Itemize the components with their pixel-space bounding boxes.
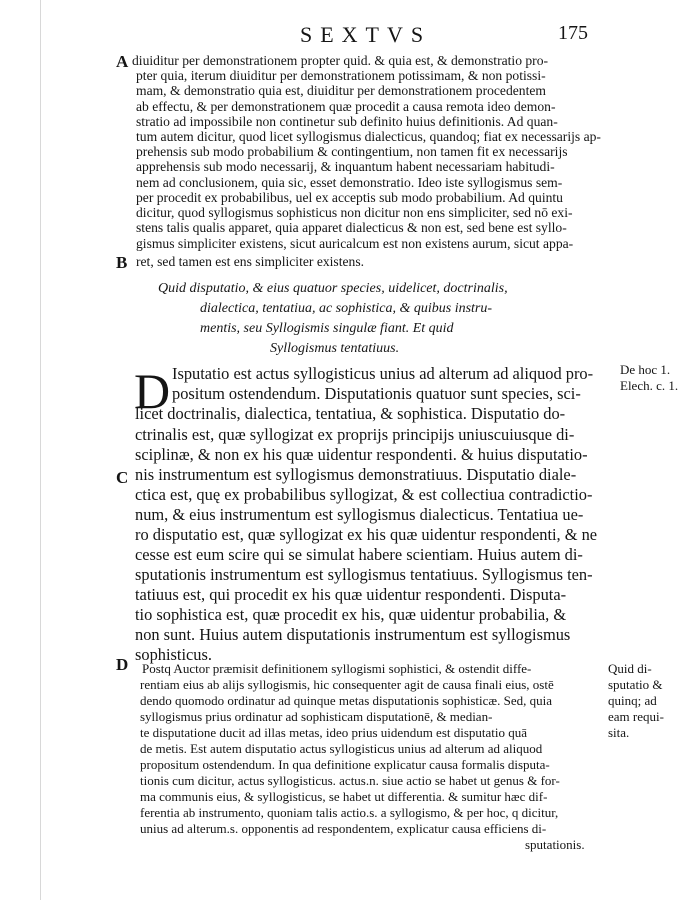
text-line: Isputatio est actus syllogisticus unius ad alterum ad aliquod pro- (172, 364, 594, 383)
text-line: ctica est, quę ex probabilibus syllogizat, & est collectiua contradictio- (135, 485, 593, 504)
margin-letter-a: A (116, 52, 129, 71)
margin-letter-b: B (116, 253, 128, 272)
running-title: SEXTVS (300, 22, 432, 47)
text-line: positum ostendendum. Disputationis quatuor sunt species, sci- (172, 384, 581, 403)
text-line: pter quia, iterum diuiditur per demonstrationem potissimam, & non potissi- (136, 68, 546, 83)
side-note-line: Quid di- (608, 661, 652, 676)
text-line: rentiam eius ab alijs syllogismis, hic consequenter agit de causa finali eius, ostē (140, 677, 554, 692)
text-line: dicitur, quod syllogismus sophisticus non dicitur non ens simpliciter, sed nō exi- (136, 205, 573, 220)
text-line: non sunt. Huius autem disputationis instrumentum est syllogismus (135, 625, 571, 644)
text-line: ro disputatio est, quæ syllogizat ex his quæ uidentur respondenti, & ne (135, 525, 598, 544)
text-line: prehensis sub modo probabilium & contingentium, non tamen fit ex necessarijs (136, 144, 568, 159)
text-line: gismus simpliciter existens, sicut auricalcum est non existens aurum, sicut appa- (136, 236, 574, 251)
text-line: sophisticus. (135, 645, 212, 664)
text-line: nis instrumentum est syllogismus demonstratiuus. Disputatio diale- (135, 465, 577, 484)
text-line: tionis cum dicitur, actus syllogisticus. actus.n. siue actio se habet ut genus & for- (140, 773, 560, 788)
text-line: te disputatione ducit ad illas metas, ideo prius uidendum est disputatio quā (140, 725, 528, 740)
text-line: syllogismus prius ordinatur ad sophisticam disputationē, & median- (140, 709, 493, 724)
text-line: ferentia ab instrumento, quoniam talis actio.s. a syllogismo, & per hoc, q dicitur, (140, 805, 559, 820)
text-line: propositum ostendendum. In qua definitione explicatur causa formalis disputa- (140, 757, 550, 772)
text-line: sputationis instrumentum est syllogismus tentatiuus. Syllogismus ten- (135, 565, 593, 584)
text-line: tio sophistica est, quæ procedit ex his, quæ uidentur probabilia, & (135, 605, 567, 624)
side-note-line: sputatio & (608, 677, 663, 692)
text-line: tum autem dicitur, quod licet syllogismus dialecticus, quandoq; fiat ex necessarijs ap- (136, 129, 601, 144)
text-line: stens talis qualis apparet, quia apparet dialecticus & non est, sed bene est syllo- (136, 220, 567, 235)
page-gutter-line (40, 0, 41, 900)
text-line: diuiditur per demonstrationem propter quid. & quia est, & demonstratio pro- (132, 53, 549, 68)
page-number: 175 (558, 22, 588, 44)
heading-line: mentis, seu Syllogismis singulæ fiant. Et quid (200, 321, 454, 336)
text-line: apprehensis sub modo necessarij, & inquantum habent necessariam habitudi- (136, 159, 555, 174)
text-line: mam, & demonstratio quia est, diuiditur per demonstrationem procedentem (136, 83, 546, 98)
text-line: ctrinalis est, quæ syllogizat ex proprijs principijs uniuscuiusque di- (135, 425, 575, 444)
heading-line: Syllogismus tentatiuus. (270, 341, 400, 356)
text-line: ma communis eius, & syllogisticus, se habet ut differentia. & sumitur hæc dif- (140, 789, 548, 804)
text-line: licet doctrinalis, dialectica, tentatiua, & sophistica. Disputatio do- (135, 404, 566, 423)
side-note-line: eam requi- (608, 709, 664, 724)
text-line: stratio ad impossibile non continetur sub definito huius definitionis. Ad quan- (136, 114, 558, 129)
text-line: tatiuus est, qui procedit ex his quæ uidentur respondenti. Disputa- (135, 585, 567, 604)
drop-cap: D (134, 363, 171, 419)
text-line: num, & eius instrumentum est syllogismus dialecticus. Tentatiua ue- (135, 505, 584, 524)
text-line: ab effectu, & per demonstrationem quæ procedit a causa remota ideo demon- (136, 99, 556, 114)
heading-line: Quid disputatio, & eius quatuor species, uidelicet, doctrinalis, (158, 281, 508, 296)
side-note-line: Elech. c. 1. (620, 378, 679, 393)
heading-line: dialectica, tentatiua, ac sophistica, & quibus instru- (200, 301, 493, 316)
side-note-line: De hoc 1. (620, 362, 671, 377)
text-line: sputationis. (525, 837, 585, 852)
text-line: de metis. Est autem disputatio actus syllogisticus unius ad alterum ad aliquod (140, 741, 543, 756)
text-line: nem ad conclusionem, quia sic, esset demonstratio. Ideo iste syllogismus sem- (136, 175, 563, 190)
text-line: ret, sed tamen est ens simpliciter existens. (136, 254, 365, 269)
side-note-line: quinq; ad (608, 693, 657, 708)
margin-letter-d: D (116, 655, 129, 674)
text-line: cesse est eum scire qui se simulat habere scientiam. Huius autem di- (135, 545, 583, 564)
margin-letter-c: C (116, 468, 129, 487)
text-line: Postq Auctor præmisit definitionem syllogismi sophistici, & ostendit diffe- (142, 661, 532, 676)
text-line: unius ad alterum.s. opponentis ad respondentem, explicatur causa efficiens di- (140, 821, 547, 836)
side-note-line: sita. (608, 725, 630, 740)
text-line: per procedit ex probabilibus, uel ex acceptis sub modo probabilium. Ad quintu (136, 190, 563, 205)
text-line: sciplinæ, & non ex his quæ uidentur respondenti. & huius disputatio- (135, 445, 588, 464)
text-line: dendo quomodo ordinatur ad quinque metas disputationis sophisticæ. Sed, quia (140, 693, 552, 708)
